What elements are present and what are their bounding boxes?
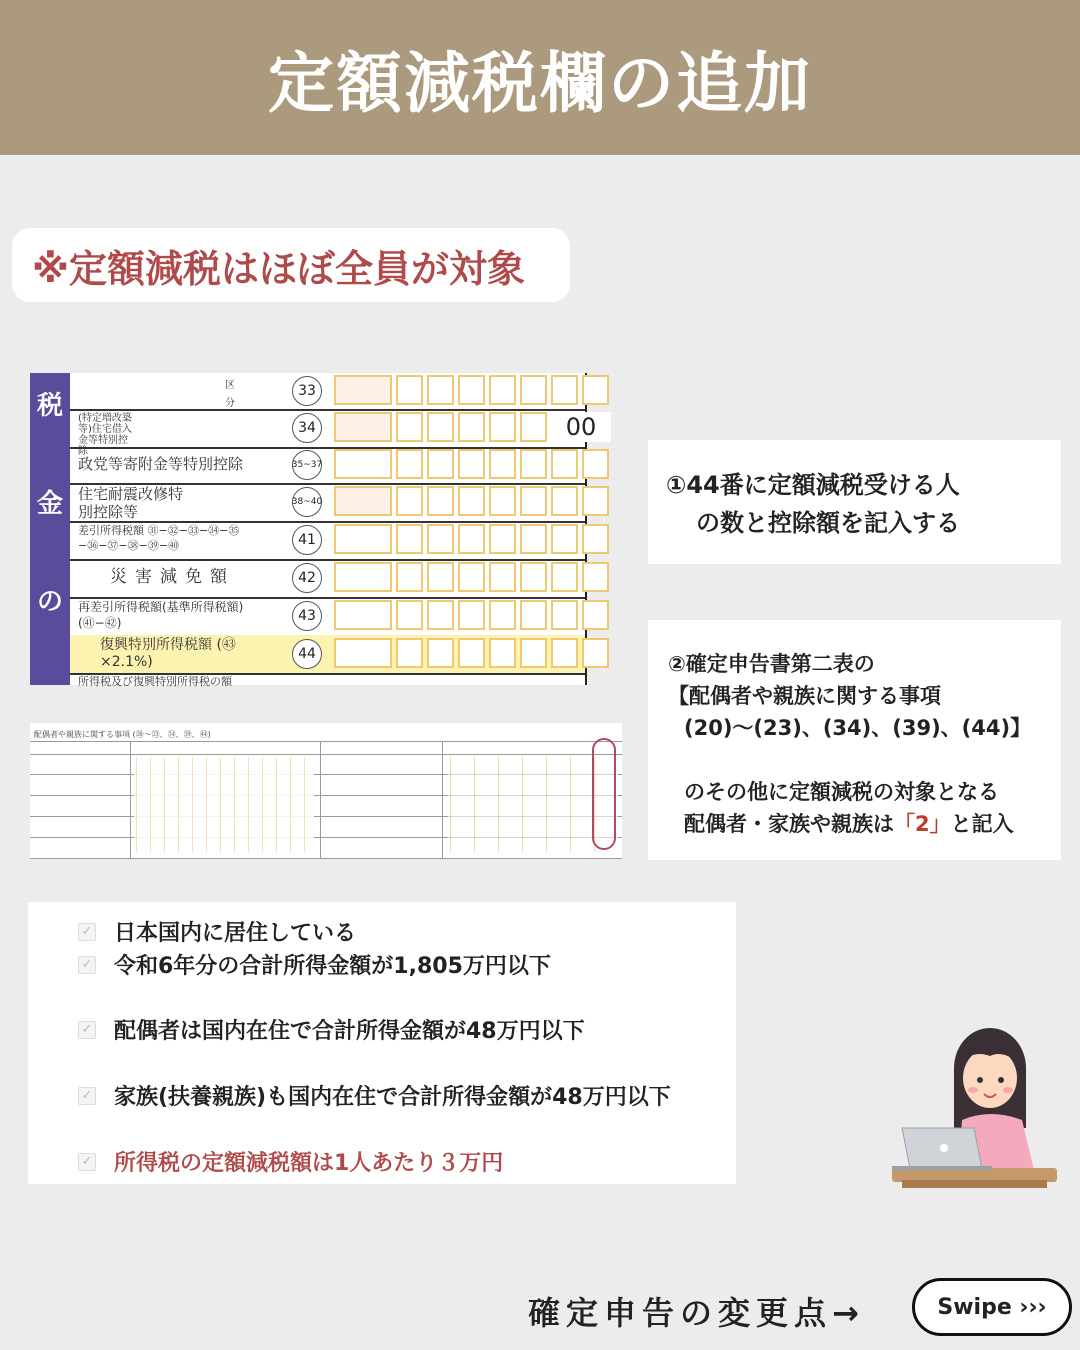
form-row bbox=[70, 673, 585, 688]
checklist-item bbox=[78, 1146, 503, 1177]
eligibility-checklist bbox=[28, 902, 736, 1184]
row-number: 41 bbox=[292, 525, 322, 555]
instruction-card-1 bbox=[648, 440, 1061, 564]
notice-text: ※定額減税はほぼ全員が対象 bbox=[32, 246, 525, 291]
row-number: 42 bbox=[292, 563, 322, 593]
card2-line5 bbox=[668, 808, 1047, 840]
card2-line4: のその他に定額減税の対象となる bbox=[684, 780, 999, 804]
side-char: 金 bbox=[37, 489, 64, 519]
form-row bbox=[70, 483, 585, 523]
check-icon: ✓ bbox=[78, 923, 96, 941]
card2-line5-pre: 配偶者・家族や親族は bbox=[684, 812, 894, 836]
digit-cells bbox=[334, 412, 611, 442]
form2-title: 配偶者や親族に関する事項 (⑳～㉓、㉞、㊴、㊹) bbox=[34, 730, 211, 739]
form-row bbox=[70, 447, 585, 485]
form-row bbox=[70, 373, 585, 411]
card2-line2: 【配偶者や親族に関する事項 bbox=[668, 684, 941, 708]
row-label: (特定増改築等)住宅借入金等特別控除 bbox=[78, 413, 132, 457]
card2-line3: (20)～(23)、(34)、(39)、(44)】 bbox=[684, 716, 1032, 740]
checklist-item bbox=[78, 1080, 671, 1111]
row-label: 再差引所得税額(基準所得税額) (㊶−㊷) bbox=[78, 600, 244, 630]
digit-cells bbox=[334, 600, 609, 630]
notice-label bbox=[12, 228, 570, 302]
swipe-button[interactable]: Swipe ››› bbox=[912, 1278, 1072, 1336]
row-number: 34 bbox=[292, 413, 322, 443]
checklist-text: 日本国内に居住している bbox=[114, 921, 357, 946]
check-icon: ✓ bbox=[78, 1021, 96, 1039]
footer-caption: 確定申告の変更点→ bbox=[528, 1294, 865, 1332]
checklist-text: 令和6年分の合計所得金額が1,805万円以下 bbox=[114, 954, 551, 979]
card1-line2: の数と控除額を記入する bbox=[696, 509, 960, 537]
row-number: 35~37 bbox=[292, 450, 322, 480]
digit-cells bbox=[334, 524, 609, 554]
row-label: 区分 bbox=[225, 380, 235, 409]
form-row bbox=[70, 409, 597, 457]
checklist-item bbox=[78, 949, 551, 980]
side-char: 税 bbox=[37, 391, 64, 421]
form-row bbox=[70, 597, 585, 637]
digit-cells bbox=[334, 638, 609, 668]
row-label: 所得税及び復興特別所得税の額 bbox=[78, 675, 232, 688]
checklist-item bbox=[78, 916, 356, 947]
row-number: 44 bbox=[292, 639, 322, 669]
woman-laptop-illustration bbox=[862, 1020, 1072, 1200]
cell-value: 00 bbox=[551, 412, 611, 442]
form-side-bar bbox=[30, 373, 70, 685]
row-number: 43 bbox=[292, 601, 322, 631]
row-label: 復興特別所得税額 (㊸×2.1%) bbox=[100, 637, 236, 670]
check-icon: ✓ bbox=[78, 1153, 96, 1171]
digit-cells bbox=[334, 562, 609, 592]
check-icon: ✓ bbox=[78, 956, 96, 974]
row-label: 住宅耐震改修特別控除等 bbox=[78, 485, 184, 521]
digit-cells bbox=[334, 449, 609, 479]
side-char: の bbox=[37, 587, 64, 617]
card2-line1: ②確定申告書第二表の bbox=[668, 652, 875, 676]
page-title: 定額減税欄の追加 bbox=[268, 45, 812, 122]
pink-side-note bbox=[612, 723, 622, 858]
instruction-card-2 bbox=[648, 620, 1061, 860]
checklist-text: 所得税の定額減税額は1人あたり３万円 bbox=[114, 1151, 504, 1176]
form-row bbox=[70, 559, 585, 599]
row-label: 政党等寄附金等特別控除 bbox=[78, 455, 244, 473]
tax-form-first-table bbox=[30, 373, 597, 688]
digit-cells bbox=[334, 375, 609, 405]
form-row bbox=[70, 521, 585, 561]
card2-line5-post: と記入 bbox=[950, 812, 1014, 836]
check-icon: ✓ bbox=[78, 1087, 96, 1105]
row-label: 災害減免額 bbox=[110, 567, 235, 587]
row-number: 38~40 bbox=[292, 487, 322, 517]
card2-line5-red: 「2」 bbox=[894, 812, 951, 836]
checklist-text: 家族(扶養親族)も国内在住で合計所得金額が48万円以下 bbox=[114, 1085, 671, 1110]
card1-line1: ①44番に定額減税受ける人 bbox=[666, 471, 960, 499]
tax-form-second-table bbox=[30, 723, 622, 858]
checklist-text: 配偶者は国内在住で合計所得金額が48万円以下 bbox=[114, 1019, 585, 1044]
row-label: 差引所得税額 ㉛−㉜−㉝−㉞−㉟−㊱−㊲−㊳−㊴−㊵ bbox=[78, 524, 240, 552]
row-number: 33 bbox=[292, 376, 322, 406]
checklist-item bbox=[78, 1014, 585, 1045]
header-band bbox=[0, 0, 1080, 155]
digit-cells bbox=[334, 486, 609, 516]
form-row bbox=[70, 635, 585, 675]
